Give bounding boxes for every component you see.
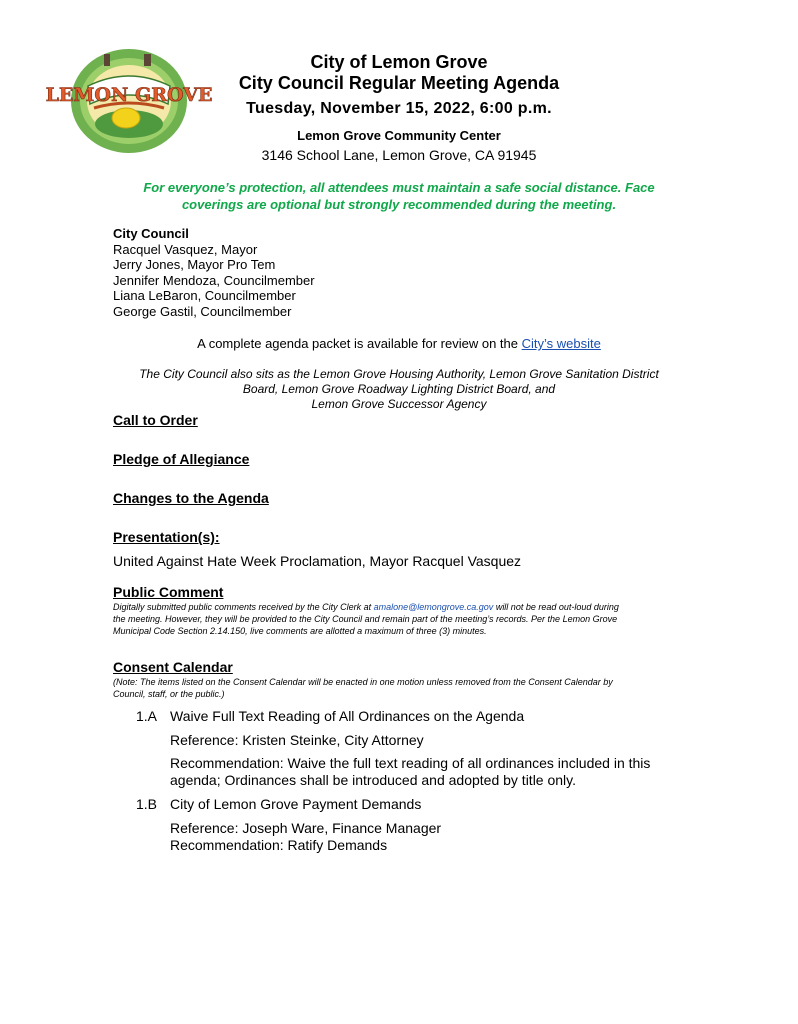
clerk-email-link[interactable]: amalone@lemongrove.ca.gov bbox=[373, 602, 494, 612]
section-call-to-order: Call to Order bbox=[113, 412, 198, 428]
public-comment-line-1 bbox=[113, 601, 619, 613]
council-member: Racquel Vasquez, Mayor bbox=[113, 241, 258, 257]
meeting-date: Tuesday, November 15, 2022, 6:00 p.m. bbox=[246, 100, 552, 117]
public-comment-text: Digitally submitted public comments received by the City Clerk at bbox=[113, 602, 374, 612]
public-comment-line-3: Municipal Code Section 2.14.150, live comments are allotted a maximum of three (3) minutes. bbox=[113, 626, 487, 636]
agenda-packet-note bbox=[0, 336, 798, 352]
item-title: Waive Full Text Reading of All Ordinances on the Agenda bbox=[170, 708, 525, 724]
item-recommendation-cont: agenda; Ordinances shall be introduced and adopted by title only. bbox=[170, 772, 577, 788]
consent-note-line-2: Council, staff, or the public.) bbox=[113, 689, 225, 699]
item-title: City of Lemon Grove Payment Demands bbox=[170, 796, 422, 812]
section-consent-calendar: Consent Calendar bbox=[113, 659, 233, 675]
svg-text:LEMON GROVE: LEMON GROVE bbox=[45, 84, 213, 106]
item-recommendation: Recommendation: Ratify Demands bbox=[170, 837, 388, 853]
presentation-item: United Against Hate Week Proclamation, Mayor Racquel Vasquez bbox=[113, 553, 522, 569]
city-website-link[interactable]: City’s website bbox=[521, 336, 601, 351]
city-name: City of Lemon Grove bbox=[310, 52, 488, 72]
consent-note-line-1: (Note: The items listed on the Consent Calendar will be enacted in one motion unless removed from the Consent Calendar by bbox=[113, 677, 613, 687]
item-recommendation: Recommendation: Waive the full text reading of all ordinances included in this bbox=[170, 755, 651, 771]
also-sits-line-2: Board, Lemon Grove Roadway Lighting District Board, and bbox=[242, 382, 556, 396]
meeting-venue: Lemon Grove Community Center bbox=[297, 128, 501, 143]
page-title: City Council Regular Meeting Agenda bbox=[238, 73, 560, 93]
item-number: 1.B bbox=[136, 796, 158, 812]
section-presentations: Presentation(s): bbox=[113, 529, 220, 545]
also-sits-line-3: Lemon Grove Successor Agency bbox=[311, 397, 487, 411]
council-member: George Gastil, Councilmember bbox=[113, 303, 292, 319]
agenda-packet-text: A complete agenda packet is available for review on the bbox=[197, 336, 522, 351]
section-pledge: Pledge of Allegiance bbox=[113, 451, 250, 467]
item-number: 1.A bbox=[136, 708, 158, 724]
item-reference: Reference: Joseph Ware, Finance Manager bbox=[170, 820, 442, 836]
safety-notice-line-2: coverings are optional but strongly recommended during the meeting. bbox=[181, 197, 617, 212]
item-reference: Reference: Kristen Steinke, City Attorney bbox=[170, 732, 424, 748]
safety-notice-line-1: For everyone’s protection, all attendees must maintain a safe social distance. Face bbox=[143, 180, 655, 195]
council-member: Jerry Jones, Mayor Pro Tem bbox=[113, 257, 276, 273]
council-list bbox=[113, 226, 315, 320]
public-comment-text: will not be read out-loud during bbox=[493, 602, 619, 612]
public-comment-line-2: the meeting. However, they will be provided to the City Council and remain part of the meeting’s records. Per the Lemon Grove bbox=[113, 614, 618, 624]
council-member: Liana LeBaron, Councilmember bbox=[113, 288, 296, 304]
council-member: Jennifer Mendoza, Councilmember bbox=[113, 272, 315, 288]
section-public-comment: Public Comment bbox=[113, 584, 224, 600]
also-sits-line-1: The City Council also sits as the Lemon Grove Housing Authority, Lemon Grove Sanitation District bbox=[139, 367, 659, 381]
council-heading: City Council bbox=[113, 226, 189, 241]
meeting-address: 3146 School Lane, Lemon Grove, CA 91945 bbox=[261, 147, 537, 163]
section-changes: Changes to the Agenda bbox=[113, 490, 269, 506]
